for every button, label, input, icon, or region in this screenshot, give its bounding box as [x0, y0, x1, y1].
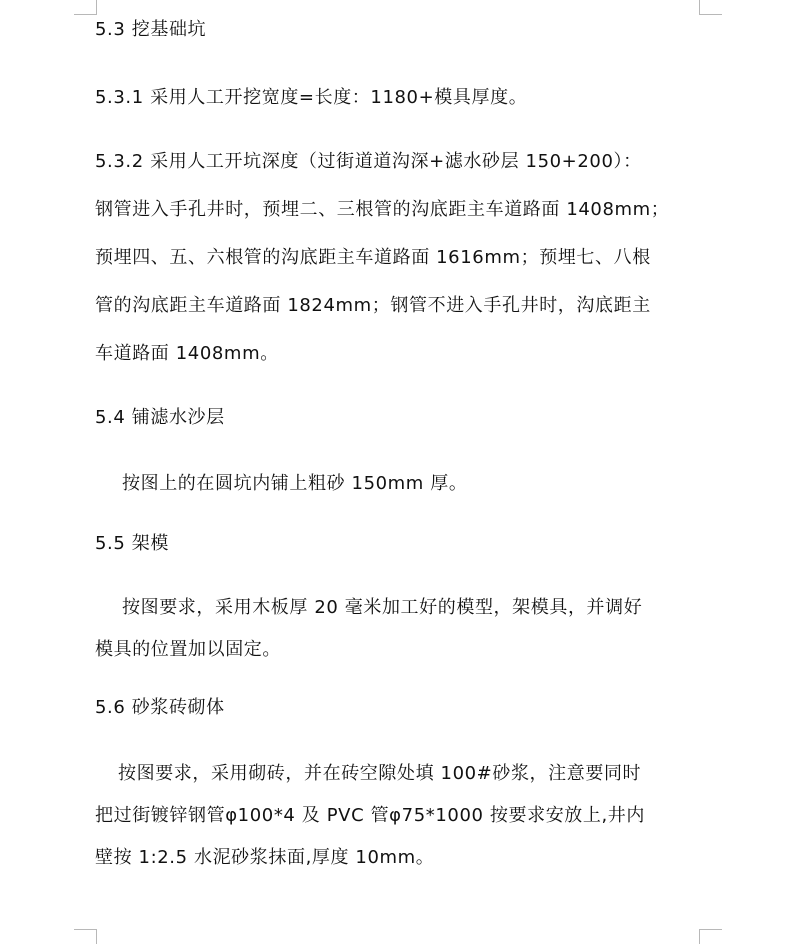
paragraph-5-4: 按图上的在圆坑内铺上粗砂 150mm 厚。 — [122, 473, 468, 494]
paragraph-5-3-2-line-3: 预埋四、五、六根管的沟底距主车道路面 1616mm；预埋七、八根 — [95, 247, 651, 268]
crop-mark-bottom-right — [699, 929, 722, 944]
paragraph-5-3-2-line-1: 5.3.2 采用人工开坑深度（过街道道沟深+滤水砂层 150+200）： — [95, 151, 642, 172]
paragraph-5-3-1: 5.3.1 采用人工开挖宽度=长度：1180+模具厚度。 — [95, 87, 528, 108]
crop-mark-top-right — [699, 0, 722, 15]
heading-5-5: 5.5 架模 — [95, 533, 169, 554]
paragraph-5-5-line-2: 模具的位置加以固定。 — [95, 639, 281, 660]
paragraph-5-6-line-2: 把过街镀锌钢管φ100*4 及 PVC 管φ75*1000 按要求安放上,井内 — [95, 805, 646, 826]
heading-5-3: 5.3 挖基础坑 — [95, 19, 207, 40]
crop-mark-bottom-left — [74, 929, 97, 944]
paragraph-5-3-2-line-5: 车道路面 1408mm。 — [95, 343, 279, 364]
heading-5-6: 5.6 砂浆砖砌体 — [95, 697, 225, 718]
paragraph-5-6-line-1: 按图要求，采用砌砖，并在砖空隙处填 100#砂浆，注意要同时 — [118, 763, 642, 784]
paragraph-5-5-line-1: 按图要求，采用木板厚 20 毫米加工好的模型，架模具，并调好 — [122, 597, 643, 618]
paragraph-5-3-2-line-4: 管的沟底距主车道路面 1824mm；钢管不进入手孔井时，沟底距主 — [95, 295, 651, 316]
crop-mark-top-left — [74, 0, 97, 15]
heading-5-4: 5.4 铺滤水沙层 — [95, 407, 225, 428]
paragraph-5-3-2-line-2: 钢管进入手孔井时，预埋二、三根管的沟底距主车道路面 1408mm； — [95, 199, 670, 220]
paragraph-5-6-line-3: 壁按 1:2.5 水泥砂浆抹面,厚度 10mm。 — [95, 847, 435, 868]
